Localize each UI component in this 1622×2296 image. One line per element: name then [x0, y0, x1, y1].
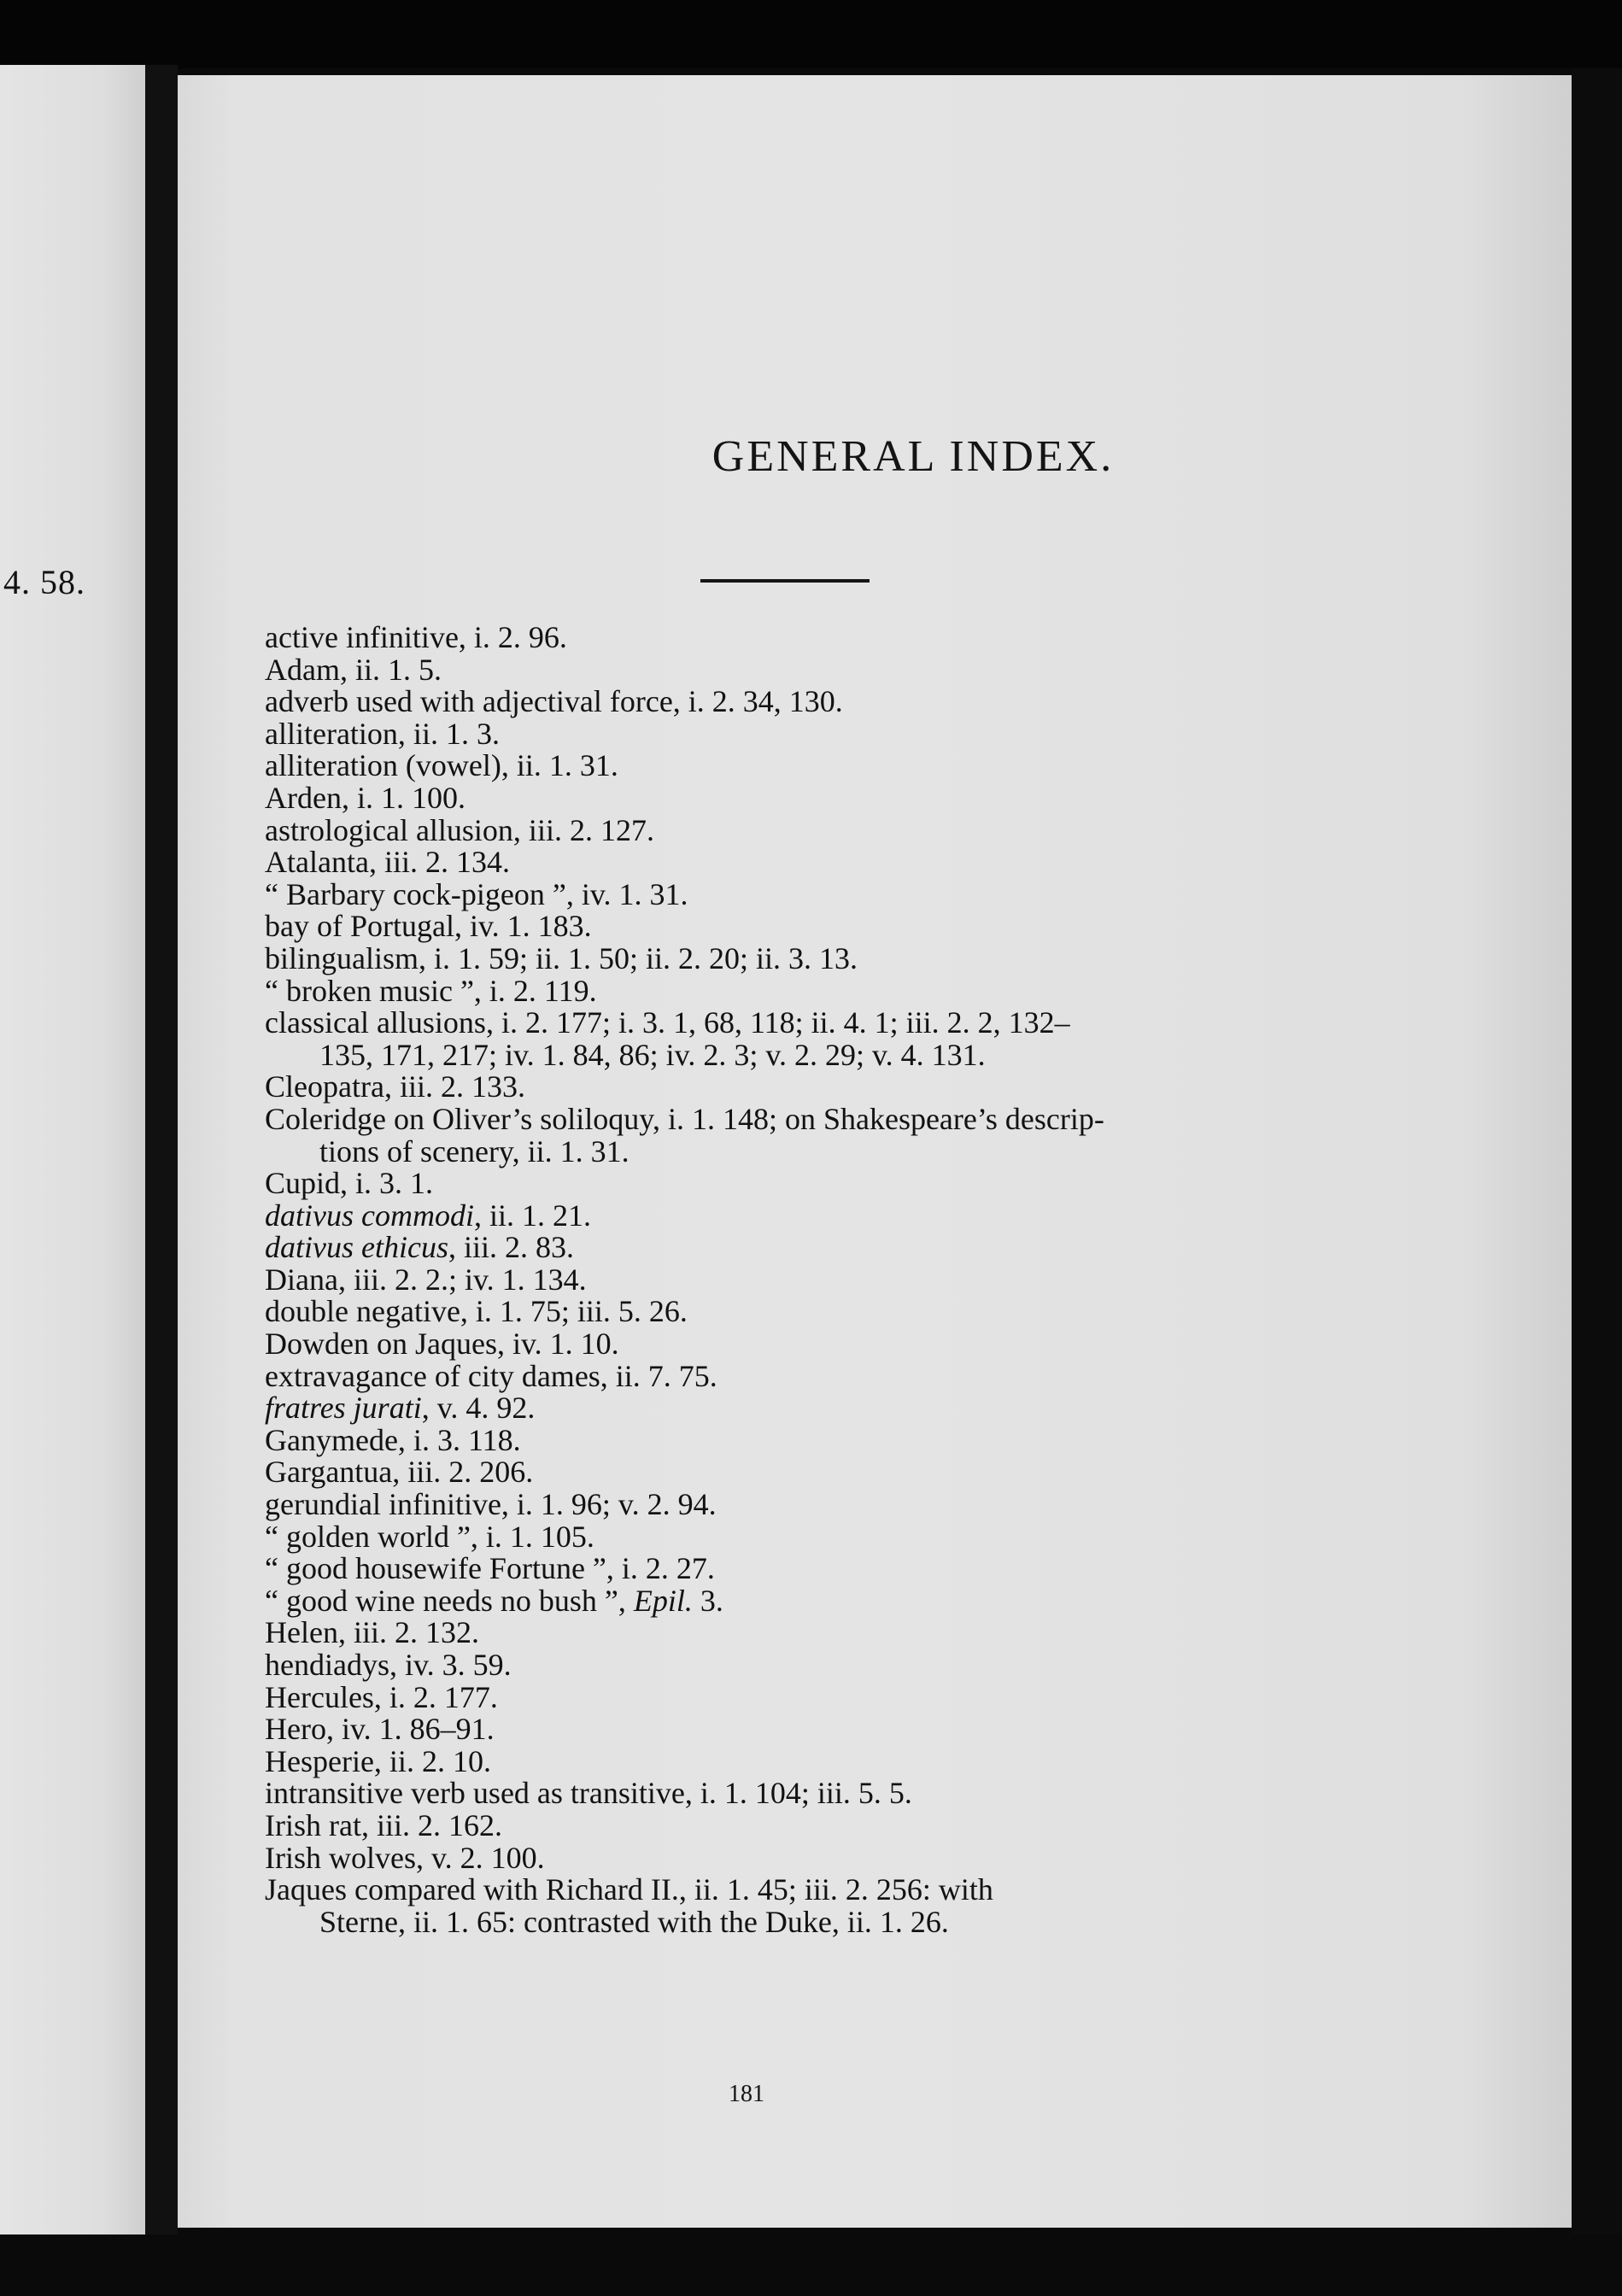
- book-gutter: [145, 65, 178, 2234]
- index-entry: Cleopatra, iii. 2. 133.: [265, 1069, 525, 1104]
- scan-right-border: [1572, 68, 1622, 2238]
- index-page: [178, 75, 1572, 2228]
- index-entry-jaques: Jaques compared with Richard II., ii. 1. 45; iii. 2. 256: with: [265, 1872, 993, 1907]
- epilogue-abbrev: Epil.: [633, 1583, 693, 1618]
- index-entry: adverb used with adjectival force, i. 2. 34, 130.: [265, 684, 843, 719]
- facing-page-fragment: 4. 58.: [3, 563, 85, 601]
- index-entries: [265, 622, 1375, 1938]
- index-entry: active infinitive, i. 2. 96.: [265, 620, 567, 654]
- index-entry: bay of Portugal, iv. 1. 183.: [265, 909, 592, 944]
- entry-text: “ good wine needs no bush ”,: [265, 1583, 626, 1618]
- index-entry: [265, 1200, 1375, 1233]
- index-entry: alliteration, ii. 1. 3.: [265, 716, 500, 751]
- entry-reference: , iii. 2. 83.: [448, 1230, 574, 1265]
- index-entry: Helen, iii. 2. 132.: [265, 1615, 479, 1650]
- index-entry: Diana, iii. 2. 2.; iv. 1. 134.: [265, 1262, 587, 1297]
- entry-reference: , ii. 1. 21.: [473, 1198, 591, 1233]
- index-entry: “ golden world ”, i. 1. 105.: [265, 1519, 594, 1554]
- index-entry: Gargantua, iii. 2. 206.: [265, 1455, 534, 1490]
- index-entry: Ganymede, i. 3. 118.: [265, 1422, 521, 1457]
- index-entry: double negative, i. 1. 75; iii. 5. 26.: [265, 1294, 688, 1329]
- entry-reference: , v. 4. 92.: [421, 1391, 536, 1426]
- index-entry-continuation: 135, 171, 217; iv. 1. 84, 86; iv. 2. 3; v. 2. 29; v. 4. 131.: [319, 1037, 986, 1072]
- index-entry: Adam, ii. 1. 5.: [265, 652, 442, 687]
- index-entry: [265, 1392, 1375, 1425]
- index-entry: astrological allusion, iii. 2. 127.: [265, 812, 654, 847]
- index-entry: “ good housewife Fortune ”, i. 2. 27.: [265, 1551, 715, 1586]
- index-entry-coleridge: Coleridge on Oliver’s soliloquy, i. 1. 148; on Shakespeare’s descrip-: [265, 1101, 1104, 1136]
- page-title: GENERAL INDEX.: [711, 431, 1115, 481]
- index-entry: “ broken music ”, i. 2. 119.: [265, 973, 597, 1008]
- latin-term: fratres jurati: [265, 1391, 422, 1426]
- page-number: 181: [729, 2081, 764, 2107]
- index-entry: Dowden on Jaques, iv. 1. 10.: [265, 1327, 619, 1362]
- index-entry: [265, 1232, 1375, 1264]
- index-entry: [265, 1585, 1375, 1618]
- index-entry-continuation: Sterne, ii. 1. 65: contrasted with the Duke, ii. 1. 26.: [319, 1904, 949, 1939]
- index-entry: hendiadys, iv. 3. 59.: [265, 1648, 512, 1682]
- scan-top-border: [0, 0, 1622, 68]
- index-entry: Hercules, i. 2. 177.: [265, 1679, 498, 1714]
- index-entry-continuation: tions of scenery, ii. 1. 31.: [319, 1133, 629, 1168]
- index-entry: bilingualism, i. 1. 59; ii. 1. 50; ii. 2. 20; ii. 3. 13.: [265, 940, 858, 975]
- index-entry: Irish wolves, v. 2. 100.: [265, 1840, 545, 1875]
- index-entry: intransitive verb used as transitive, i. 1. 104; iii. 5. 5.: [265, 1776, 912, 1811]
- scan-bottom-border: [0, 2234, 1622, 2296]
- index-entry-classical: classical allusions, i. 2. 177; i. 3. 1, 68, 118; ii. 4. 1; iii. 2. 2, 132–: [265, 1005, 1070, 1040]
- index-entry: alliteration (vowel), ii. 1. 31.: [265, 748, 618, 783]
- index-entry: “ Barbary cock-pigeon ”, iv. 1. 31.: [265, 876, 688, 911]
- index-entry: extravagance of city dames, ii. 7. 75.: [265, 1358, 717, 1393]
- index-entry: Arden, i. 1. 100.: [265, 780, 466, 815]
- index-entry: gerundial infinitive, i. 1. 96; v. 2. 94.: [265, 1487, 717, 1522]
- index-entry: Cupid, i. 3. 1.: [265, 1166, 434, 1201]
- index-entry: Hero, iv. 1. 86–91.: [265, 1712, 495, 1747]
- latin-term: dativus commodi: [265, 1198, 474, 1233]
- facing-page: [0, 65, 145, 2234]
- title-rule: [700, 579, 870, 583]
- latin-term: dativus ethicus: [265, 1230, 448, 1265]
- entry-reference: 3.: [700, 1583, 723, 1618]
- index-entry: Hesperie, ii. 2. 10.: [265, 1743, 491, 1778]
- index-entry: Atalanta, iii. 2. 134.: [265, 845, 510, 880]
- index-entry: Irish rat, iii. 2. 162.: [265, 1807, 502, 1842]
